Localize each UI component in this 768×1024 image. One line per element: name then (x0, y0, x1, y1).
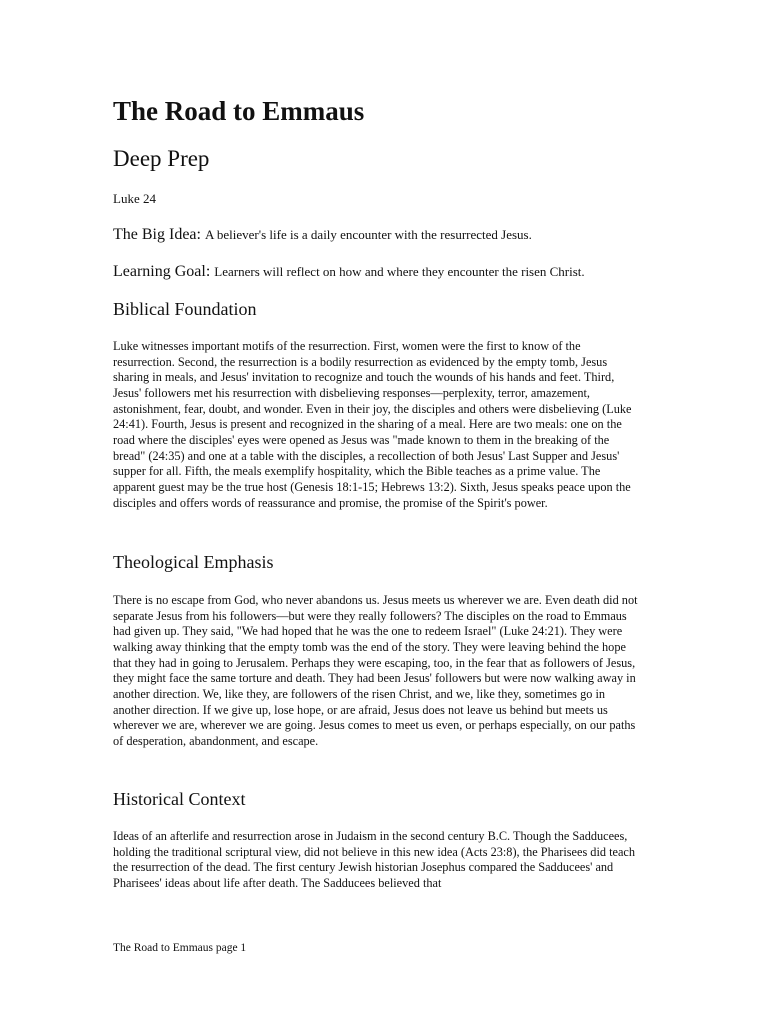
learning-goal (113, 261, 585, 283)
section-heading-historical-context: Historical Context (113, 789, 246, 809)
learning-goal-text: Learners will reflect on how and where they encounter the risen Christ. (214, 264, 585, 279)
big-idea-text: A believer's life is a daily encounter with the resurrected Jesus. (204, 227, 532, 242)
document-subtitle: Deep Prep (113, 146, 210, 171)
document-title: The Road to Emmaus (113, 96, 365, 126)
section-body-biblical-foundation: Luke witnesses important motifs of the resurrection. First, women were the first to know of the resurrection. Second, the resurrection is a bodily resurrection as evidenced by the empty tomb, Jesus sharing in meals, and Jesus' invitation to recognize and touch the wounds of his hands and feet. Third, Jesus' followers met his resurrection with disbelieving responses—perplexity, terror, amazement, astonishment, fear, doubt, and wonder. Even in their joy, the disciples and others were disbelieving (Luke 24:41). Fourth, Jesus is present and recognized in the sharing of a meal. Here are two meals: one on the road where the disciples' eyes were opened as Jesus was "made known to them in the breaking of the bread" (24:35) and one at a table with the disciples, a recollection of both Jesus' Last Supper and Jesus' supper for all. Fifth, the meals exemplify hospitality, which the Bible teaches as a prime value. The apparent guest may be the true host (Genesis 18:1-15; Hebrews 13:2). Sixth, Jesus speaks peace upon the disciples and offers words of reassurance and promise, the promise of the Spirit's power. (113, 339, 632, 510)
section-body-historical-context: Ideas of an afterlife and resurrection arose in Judaism in the second century B.C. Though the Sadducees, holding the traditional scriptural view, did not believe in this new idea (Acts 23:8), the Pharisees did teach the resurrection of the dead. The first century Jewish historian Josephus compared the Sadducees' and Pharisees' ideas about life after death. The Sadducees believed that (113, 829, 636, 890)
big-idea-label: The Big Idea: (113, 226, 201, 243)
scripture-reference: Luke 24 (113, 191, 156, 206)
page-footer: The Road to Emmaus page 1 (113, 942, 247, 954)
big-idea (113, 224, 532, 246)
section-body-theological-emphasis: There is no escape from God, who never abandons us. Jesus meets us wherever we are. Even death did not separate Jesus from his followers—but were they really followers? The disciples on the road to Emmaus had given up. They said, "We had hoped that he was the one to redeem Israel" (Luke 24:21). They were walking away thinking that the empty tomb was the end of the story. They were leaving behind the hope that they had in going to Jerusalem. Perhaps they were escaping, too, in the fear that as followers of Jesus, they might face the same torture and death. They had been Jesus' followers but were now walking away in another direction. We, like they, are followers of the risen Christ, and we, like they, sometimes go in another direction. If we give up, lose hope, or are afraid, Jesus does not leave us behind but meets us wherever we are, wherever we are going. Jesus comes to meet us even, or perhaps especially, on our paths of desperation, abandonment, and escape. (113, 593, 638, 748)
learning-goal-label: Learning Goal: (113, 263, 211, 280)
section-heading-theological-emphasis: Theological Emphasis (113, 552, 274, 572)
section-heading-biblical-foundation: Biblical Foundation (113, 299, 257, 319)
